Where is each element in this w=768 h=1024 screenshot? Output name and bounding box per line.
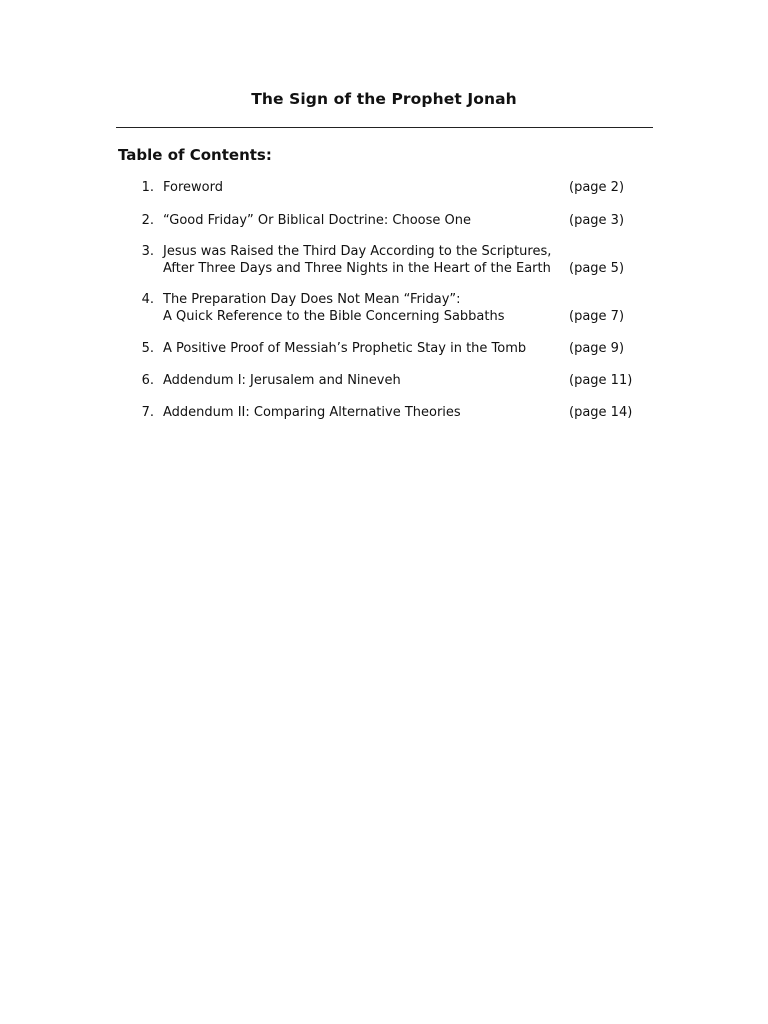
- toc-item-title-line-2: After Three Days and Three Nights in the Heart of the Earth: [163, 261, 551, 276]
- toc-item-page: (page 7): [569, 309, 625, 324]
- toc-item-page: (page 14): [569, 405, 633, 420]
- toc-heading: Table of Contents:: [118, 146, 272, 164]
- toc-item-number: 7.: [141, 405, 154, 420]
- toc-item-title: Addendum I: Jerusalem and Nineveh: [163, 373, 401, 388]
- toc-item-number: 5.: [141, 341, 154, 356]
- toc-item-page: (page 2): [569, 180, 625, 195]
- toc-item-title: A Positive Proof of Messiah’s Prophetic Stay in the Tomb: [163, 341, 527, 356]
- toc-item-page: (page 11): [569, 373, 633, 388]
- toc-item-title: Addendum II: Comparing Alternative Theories: [163, 405, 461, 420]
- toc-item-number: 3.: [141, 244, 154, 259]
- toc-item-number: 2.: [141, 213, 154, 228]
- toc-item-title: “Good Friday” Or Biblical Doctrine: Choose One: [163, 213, 471, 228]
- toc-item-title-line-1: The Preparation Day Does Not Mean “Friday”:: [163, 292, 461, 307]
- toc-item-page: (page 9): [569, 341, 625, 356]
- toc-item-title-line-1: Jesus was Raised the Third Day According to the Scriptures,: [163, 244, 552, 259]
- toc-item-page: (page 3): [569, 213, 625, 228]
- toc-item-number: 4.: [141, 292, 154, 307]
- toc-item-title-line-2: A Quick Reference to the Bible Concerning Sabbaths: [163, 309, 505, 324]
- title-divider: [116, 127, 653, 128]
- toc-item-page: (page 5): [569, 261, 625, 276]
- toc-item-number: 1.: [141, 180, 154, 195]
- toc-item-title: Foreword: [163, 180, 223, 195]
- toc-item-number: 6.: [141, 373, 154, 388]
- document-title: The Sign of the Prophet Jonah: [251, 90, 517, 108]
